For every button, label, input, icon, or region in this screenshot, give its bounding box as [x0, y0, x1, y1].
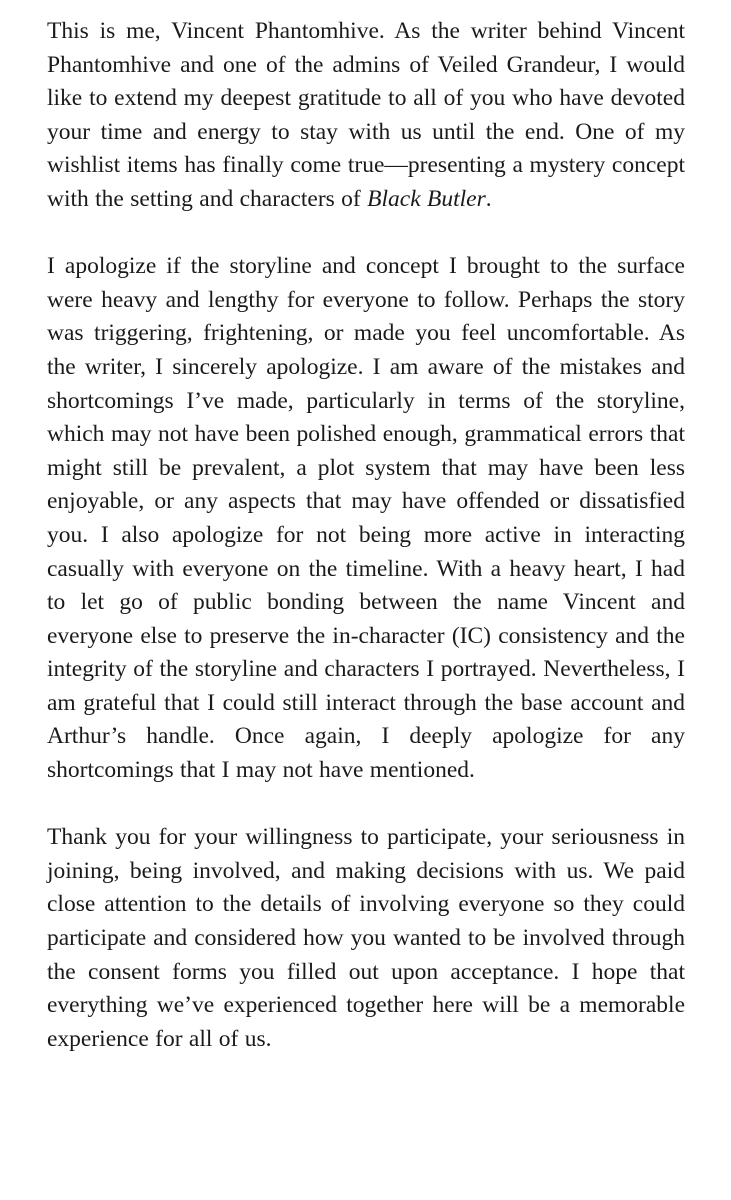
paragraph-gratitude-end: . — [485, 185, 492, 212]
paragraph-apology: I apologize if the storyline and concept I brought to the surface were heavy and lengthy for everyone to follow. Perhaps the story was triggering, frightening, or made you feel uncomfortable. As the writer, I sincerely apologize. I am aware of the mistakes and shortcomings I’ve made, particularly in terms of the storyline, which may not have been polished enough, grammatical errors that might still be prevalent, a plot system that may have been less enjoyable, or any aspects that may have offended or dissatisfied you. I also apologize for not being more active in interacting casually with everyone on the timeline. With a heavy heart, I had to let go of public bonding between the name Vincent and everyone else to preserve the in-character (IC) consistency and the integrity of the storyline and characters I portrayed. Nevertheless, I am grateful that I could still interact through the base account and Arthur’s handle. Once again, I deeply apologize for any shortcomings that I may not have mentioned. — [47, 253, 685, 784]
paragraph-gratitude — [47, 15, 685, 217]
paragraph-gratitude-text: This is me, Vincent Phantomhive. As the writer behind Vincent Phantomhive and one of the admins of Veiled Grandeur, I would like to extend my deepest gratitude to all of you who have devoted your time and energy to stay with us until the end. One of my wishlist items has finally come true—presenting a mystery concept with the setting and characters of — [47, 18, 685, 212]
paragraph-thanks: Thank you for your willingness to participate, your seriousness in joining, being involved, and making decisions with us. We paid close attention to the details of involving everyone so they could participate and considered how you wanted to be involved through the consent forms you filled out upon acceptance. I hope that everything we’ve experienced together here will be a memorable experience for all of us. — [47, 824, 685, 1052]
work-title-black-butler: Black Butler — [367, 185, 486, 212]
